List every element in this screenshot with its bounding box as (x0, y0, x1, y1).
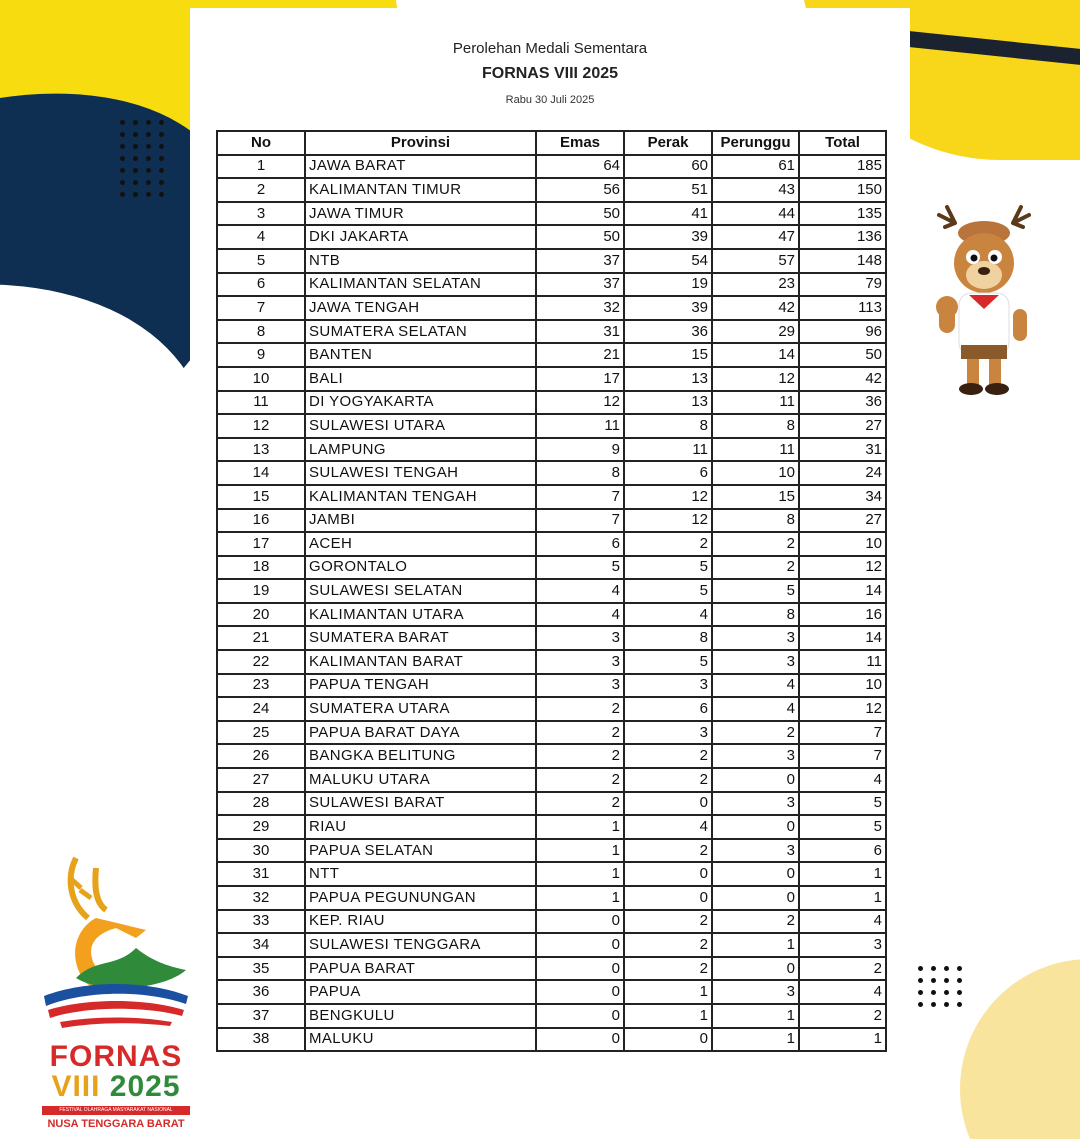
medal-table-body (217, 155, 886, 1052)
table-row (217, 697, 886, 721)
table-row (217, 839, 886, 863)
cell-perak: 2 (624, 744, 712, 768)
cell-no: 21 (217, 626, 305, 650)
cell-perak: 3 (624, 721, 712, 745)
cell-total: 11 (799, 650, 886, 674)
cell-no: 28 (217, 792, 305, 816)
cell-total: 34 (799, 485, 886, 509)
cell-perunggu: 61 (712, 155, 799, 179)
cell-provinsi: JAWA TIMUR (305, 202, 536, 226)
cell-perak: 5 (624, 556, 712, 580)
cell-emas: 2 (536, 721, 624, 745)
cell-perak: 2 (624, 957, 712, 981)
cell-perunggu: 0 (712, 886, 799, 910)
cell-provinsi: DKI JAKARTA (305, 225, 536, 249)
cell-emas: 12 (536, 391, 624, 415)
cell-no: 13 (217, 438, 305, 462)
cell-perunggu: 3 (712, 744, 799, 768)
table-row (217, 674, 886, 698)
cell-provinsi: ACEH (305, 532, 536, 556)
cell-total: 1 (799, 1028, 886, 1052)
cell-perak: 5 (624, 650, 712, 674)
cell-no: 22 (217, 650, 305, 674)
cell-emas: 0 (536, 980, 624, 1004)
cell-no: 6 (217, 273, 305, 297)
logo-festival-banner: FESTIVAL OLAHRAGA MASYARAKAT NASIONAL (42, 1106, 190, 1115)
cell-no: 29 (217, 815, 305, 839)
cell-perunggu: 2 (712, 721, 799, 745)
cell-perunggu: 0 (712, 815, 799, 839)
cell-total: 1 (799, 886, 886, 910)
cell-perak: 39 (624, 225, 712, 249)
cell-emas: 37 (536, 249, 624, 273)
cell-total: 79 (799, 273, 886, 297)
cell-no: 8 (217, 320, 305, 344)
table-row (217, 556, 886, 580)
cell-perak: 12 (624, 509, 712, 533)
cell-provinsi: PAPUA (305, 980, 536, 1004)
cell-provinsi: NTB (305, 249, 536, 273)
cell-emas: 0 (536, 1004, 624, 1028)
cell-total: 150 (799, 178, 886, 202)
cell-no: 25 (217, 721, 305, 745)
cell-provinsi: JAWA TENGAH (305, 296, 536, 320)
cell-total: 27 (799, 509, 886, 533)
table-row (217, 626, 886, 650)
cell-perunggu: 47 (712, 225, 799, 249)
cell-no: 9 (217, 343, 305, 367)
cell-perunggu: 14 (712, 343, 799, 367)
cell-perak: 1 (624, 980, 712, 1004)
table-row (217, 178, 886, 202)
cell-total: 4 (799, 980, 886, 1004)
cell-emas: 2 (536, 744, 624, 768)
cell-perunggu: 1 (712, 1028, 799, 1052)
table-row (217, 532, 886, 556)
cell-emas: 3 (536, 626, 624, 650)
cell-emas: 0 (536, 1028, 624, 1052)
cell-total: 42 (799, 367, 886, 391)
cell-perak: 2 (624, 768, 712, 792)
table-row (217, 461, 886, 485)
cell-perak: 6 (624, 461, 712, 485)
column-header-perak: Perak (624, 131, 712, 155)
cell-perak: 5 (624, 579, 712, 603)
cell-provinsi: MALUKU (305, 1028, 536, 1052)
cell-total: 10 (799, 674, 886, 698)
cell-emas: 50 (536, 202, 624, 226)
table-row (217, 744, 886, 768)
background-bottom-right-shape (960, 959, 1080, 1139)
cell-total: 16 (799, 603, 886, 627)
cell-perak: 1 (624, 1004, 712, 1028)
cell-emas: 37 (536, 273, 624, 297)
cell-total: 5 (799, 815, 886, 839)
cell-perunggu: 29 (712, 320, 799, 344)
cell-perunggu: 8 (712, 414, 799, 438)
table-row (217, 202, 886, 226)
cell-total: 135 (799, 202, 886, 226)
cell-total: 50 (799, 343, 886, 367)
cell-no: 23 (217, 674, 305, 698)
column-header-perunggu: Perunggu (712, 131, 799, 155)
cell-total: 31 (799, 438, 886, 462)
cell-provinsi: KALIMANTAN SELATAN (305, 273, 536, 297)
cell-no: 3 (217, 202, 305, 226)
cell-no: 7 (217, 296, 305, 320)
medal-table (216, 130, 887, 1052)
cell-provinsi: JAMBI (305, 509, 536, 533)
cell-provinsi: DI YOGYAKARTA (305, 391, 536, 415)
logo-edition (36, 1070, 196, 1104)
table-row (217, 957, 886, 981)
cell-total: 14 (799, 579, 886, 603)
table-row (217, 320, 886, 344)
cell-emas: 1 (536, 815, 624, 839)
cell-total: 12 (799, 556, 886, 580)
cell-emas: 17 (536, 367, 624, 391)
cell-emas: 21 (536, 343, 624, 367)
cell-perak: 2 (624, 532, 712, 556)
cell-perunggu: 3 (712, 626, 799, 650)
cell-provinsi: SUMATERA UTARA (305, 697, 536, 721)
table-row (217, 296, 886, 320)
cell-emas: 6 (536, 532, 624, 556)
logo-wordmark: FORNAS (49, 1040, 183, 1073)
table-row (217, 155, 886, 179)
table-row (217, 367, 886, 391)
table-row (217, 650, 886, 674)
cell-provinsi: BANTEN (305, 343, 536, 367)
cell-no: 1 (217, 155, 305, 179)
column-header-emas: Emas (536, 131, 624, 155)
cell-perak: 13 (624, 367, 712, 391)
cell-total: 7 (799, 721, 886, 745)
logo-region: NUSA TENGGARA BARAT (47, 1118, 185, 1130)
cell-no: 14 (217, 461, 305, 485)
cell-perunggu: 2 (712, 556, 799, 580)
deer-mountain-logo-icon (36, 848, 196, 1038)
cell-emas: 2 (536, 697, 624, 721)
cell-no: 38 (217, 1028, 305, 1052)
cell-provinsi: GORONTALO (305, 556, 536, 580)
cell-no: 15 (217, 485, 305, 509)
cell-provinsi: BANGKA BELITUNG (305, 744, 536, 768)
cell-emas: 1 (536, 862, 624, 886)
cell-emas: 50 (536, 225, 624, 249)
cell-emas: 7 (536, 485, 624, 509)
cell-no: 37 (217, 1004, 305, 1028)
cell-no: 19 (217, 579, 305, 603)
cell-perak: 12 (624, 485, 712, 509)
cell-perak: 54 (624, 249, 712, 273)
cell-no: 17 (217, 532, 305, 556)
cell-perak: 13 (624, 391, 712, 415)
cell-perak: 51 (624, 178, 712, 202)
cell-emas: 1 (536, 839, 624, 863)
cell-provinsi: KALIMANTAN TENGAH (305, 485, 536, 509)
cell-total: 24 (799, 461, 886, 485)
table-row (217, 1028, 886, 1052)
table-row (217, 225, 886, 249)
cell-total: 2 (799, 1004, 886, 1028)
table-row (217, 886, 886, 910)
cell-provinsi: PAPUA TENGAH (305, 674, 536, 698)
cell-provinsi: KEP. RIAU (305, 910, 536, 934)
cell-perak: 4 (624, 815, 712, 839)
cell-no: 33 (217, 910, 305, 934)
cell-provinsi: SUMATERA BARAT (305, 626, 536, 650)
cell-perak: 4 (624, 603, 712, 627)
cell-perunggu: 11 (712, 391, 799, 415)
dot-grid-decoration (918, 966, 963, 1007)
cell-total: 3 (799, 933, 886, 957)
cell-provinsi: PAPUA SELATAN (305, 839, 536, 863)
cell-emas: 8 (536, 461, 624, 485)
cell-total: 113 (799, 296, 886, 320)
table-row (217, 1004, 886, 1028)
cell-perak: 60 (624, 155, 712, 179)
cell-emas: 4 (536, 579, 624, 603)
cell-perak: 19 (624, 273, 712, 297)
cell-no: 16 (217, 509, 305, 533)
cell-total: 27 (799, 414, 886, 438)
cell-provinsi: KALIMANTAN UTARA (305, 603, 536, 627)
cell-emas: 7 (536, 509, 624, 533)
cell-total: 96 (799, 320, 886, 344)
cell-perunggu: 3 (712, 792, 799, 816)
cell-emas: 64 (536, 155, 624, 179)
cell-no: 10 (217, 367, 305, 391)
cell-perunggu: 8 (712, 603, 799, 627)
fornas-logo (36, 848, 196, 1133)
cell-perunggu: 3 (712, 980, 799, 1004)
cell-no: 18 (217, 556, 305, 580)
cell-no: 2 (217, 178, 305, 202)
cell-perak: 0 (624, 862, 712, 886)
cell-provinsi: NTT (305, 862, 536, 886)
table-row (217, 391, 886, 415)
cell-total: 2 (799, 957, 886, 981)
cell-perunggu: 5 (712, 579, 799, 603)
cell-emas: 0 (536, 910, 624, 934)
cell-perunggu: 1 (712, 933, 799, 957)
cell-total: 185 (799, 155, 886, 179)
medal-standings-sheet (190, 8, 910, 1139)
cell-perak: 36 (624, 320, 712, 344)
cell-provinsi: RIAU (305, 815, 536, 839)
cell-no: 34 (217, 933, 305, 957)
table-row (217, 721, 886, 745)
cell-total: 14 (799, 626, 886, 650)
cell-no: 27 (217, 768, 305, 792)
table-row (217, 933, 886, 957)
cell-provinsi: PAPUA BARAT (305, 957, 536, 981)
cell-total: 4 (799, 768, 886, 792)
table-row (217, 249, 886, 273)
cell-emas: 1 (536, 886, 624, 910)
dot-grid-decoration (120, 120, 165, 197)
cell-provinsi: JAWA BARAT (305, 155, 536, 179)
cell-emas: 3 (536, 650, 624, 674)
deer-mascot-icon (925, 205, 1043, 405)
cell-perak: 0 (624, 792, 712, 816)
cell-total: 36 (799, 391, 886, 415)
cell-perunggu: 1 (712, 1004, 799, 1028)
cell-provinsi: PAPUA BARAT DAYA (305, 721, 536, 745)
table-row (217, 414, 886, 438)
cell-provinsi: PAPUA PEGUNUNGAN (305, 886, 536, 910)
cell-perunggu: 3 (712, 839, 799, 863)
cell-provinsi: BENGKULU (305, 1004, 536, 1028)
cell-perunggu: 2 (712, 532, 799, 556)
cell-perunggu: 0 (712, 768, 799, 792)
cell-no: 35 (217, 957, 305, 981)
cell-perak: 15 (624, 343, 712, 367)
cell-perak: 2 (624, 933, 712, 957)
cell-no: 11 (217, 391, 305, 415)
cell-emas: 2 (536, 768, 624, 792)
logo-year: 2025 (109, 1070, 181, 1103)
cell-perunggu: 3 (712, 650, 799, 674)
cell-perak: 0 (624, 1028, 712, 1052)
table-row (217, 343, 886, 367)
table-row (217, 768, 886, 792)
column-header-no: No (217, 131, 305, 155)
cell-provinsi: KALIMANTAN BARAT (305, 650, 536, 674)
column-header-provinsi: Provinsi (305, 131, 536, 155)
table-row (217, 603, 886, 627)
cell-provinsi: SULAWESI SELATAN (305, 579, 536, 603)
cell-emas: 9 (536, 438, 624, 462)
cell-perak: 8 (624, 626, 712, 650)
cell-perunggu: 11 (712, 438, 799, 462)
cell-perunggu: 12 (712, 367, 799, 391)
cell-total: 12 (799, 697, 886, 721)
cell-no: 32 (217, 886, 305, 910)
cell-emas: 11 (536, 414, 624, 438)
cell-perunggu: 15 (712, 485, 799, 509)
cell-no: 30 (217, 839, 305, 863)
cell-emas: 3 (536, 674, 624, 698)
cell-perunggu: 4 (712, 674, 799, 698)
cell-provinsi: SULAWESI BARAT (305, 792, 536, 816)
table-row (217, 509, 886, 533)
cell-provinsi: LAMPUNG (305, 438, 536, 462)
cell-emas: 56 (536, 178, 624, 202)
cell-no: 5 (217, 249, 305, 273)
cell-no: 20 (217, 603, 305, 627)
report-date: Rabu 30 Juli 2025 (505, 94, 595, 106)
logo-roman-numeral: VIII (51, 1070, 101, 1103)
cell-no: 26 (217, 744, 305, 768)
column-header-total: Total (799, 131, 886, 155)
cell-no: 24 (217, 697, 305, 721)
cell-perak: 0 (624, 886, 712, 910)
cell-provinsi: MALUKU UTARA (305, 768, 536, 792)
cell-provinsi: SUMATERA SELATAN (305, 320, 536, 344)
table-row (217, 815, 886, 839)
table-row (217, 485, 886, 509)
cell-perunggu: 2 (712, 910, 799, 934)
cell-perak: 2 (624, 910, 712, 934)
cell-perunggu: 57 (712, 249, 799, 273)
table-row (217, 579, 886, 603)
cell-emas: 0 (536, 957, 624, 981)
cell-total: 5 (799, 792, 886, 816)
cell-no: 4 (217, 225, 305, 249)
table-row (217, 273, 886, 297)
table-header-row (217, 131, 886, 155)
table-row (217, 792, 886, 816)
cell-total: 4 (799, 910, 886, 934)
table-row (217, 980, 886, 1004)
event-name: FORNAS VIII 2025 (481, 65, 619, 82)
cell-no: 12 (217, 414, 305, 438)
cell-perunggu: 23 (712, 273, 799, 297)
cell-perak: 3 (624, 674, 712, 698)
cell-emas: 2 (536, 792, 624, 816)
cell-perak: 41 (624, 202, 712, 226)
cell-emas: 4 (536, 603, 624, 627)
cell-no: 36 (217, 980, 305, 1004)
cell-total: 148 (799, 249, 886, 273)
cell-emas: 32 (536, 296, 624, 320)
cell-provinsi: SULAWESI TENGGARA (305, 933, 536, 957)
cell-perunggu: 0 (712, 957, 799, 981)
cell-emas: 31 (536, 320, 624, 344)
table-row (217, 910, 886, 934)
cell-perak: 8 (624, 414, 712, 438)
cell-perunggu: 4 (712, 697, 799, 721)
cell-provinsi: SULAWESI TENGAH (305, 461, 536, 485)
table-row (217, 438, 886, 462)
cell-perak: 39 (624, 296, 712, 320)
cell-provinsi: SULAWESI UTARA (305, 414, 536, 438)
cell-perunggu: 8 (712, 509, 799, 533)
page-title: Perolehan Medali Sementara (452, 40, 648, 57)
cell-emas: 5 (536, 556, 624, 580)
cell-perak: 11 (624, 438, 712, 462)
table-row (217, 862, 886, 886)
cell-perak: 6 (624, 697, 712, 721)
cell-total: 7 (799, 744, 886, 768)
cell-total: 10 (799, 532, 886, 556)
cell-perunggu: 43 (712, 178, 799, 202)
cell-total: 136 (799, 225, 886, 249)
cell-perunggu: 0 (712, 862, 799, 886)
cell-total: 6 (799, 839, 886, 863)
cell-perunggu: 10 (712, 461, 799, 485)
cell-perunggu: 44 (712, 202, 799, 226)
cell-provinsi: KALIMANTAN TIMUR (305, 178, 536, 202)
cell-perak: 2 (624, 839, 712, 863)
cell-provinsi: BALI (305, 367, 536, 391)
cell-no: 31 (217, 862, 305, 886)
cell-perunggu: 42 (712, 296, 799, 320)
cell-emas: 0 (536, 933, 624, 957)
cell-total: 1 (799, 862, 886, 886)
